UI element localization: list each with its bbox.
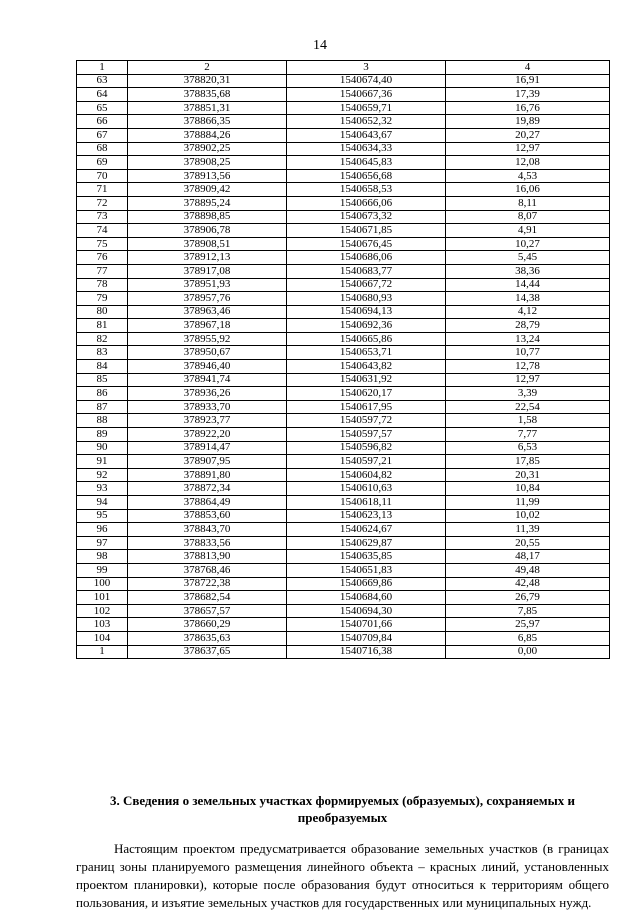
column-header: 4 bbox=[446, 61, 610, 75]
table-cell: 102 bbox=[77, 604, 128, 618]
table-cell: 83 bbox=[77, 346, 128, 360]
table-cell: 1540656,68 bbox=[287, 169, 446, 183]
table-cell: 378922,20 bbox=[128, 428, 287, 442]
table-row bbox=[77, 414, 610, 428]
table-cell: 80 bbox=[77, 305, 128, 319]
table-cell: 94 bbox=[77, 496, 128, 510]
table-cell: 16,06 bbox=[446, 183, 610, 197]
table-cell: 10,02 bbox=[446, 509, 610, 523]
table-cell: 378909,42 bbox=[128, 183, 287, 197]
table-cell: 378853,60 bbox=[128, 509, 287, 523]
table-row bbox=[77, 496, 610, 510]
table-cell: 1540667,36 bbox=[287, 88, 446, 102]
table-cell: 1540597,21 bbox=[287, 455, 446, 469]
table-cell: 13,24 bbox=[446, 332, 610, 346]
table-cell: 1540634,33 bbox=[287, 142, 446, 156]
table-row bbox=[77, 428, 610, 442]
table-cell: 378866,35 bbox=[128, 115, 287, 129]
table-cell: 96 bbox=[77, 523, 128, 537]
table-cell: 1540694,13 bbox=[287, 305, 446, 319]
column-header: 3 bbox=[287, 61, 446, 75]
table-cell: 1540665,86 bbox=[287, 332, 446, 346]
table-cell: 378635,63 bbox=[128, 631, 287, 645]
column-header: 2 bbox=[128, 61, 287, 75]
table-cell: 1540701,66 bbox=[287, 618, 446, 632]
table-cell: 378912,13 bbox=[128, 251, 287, 265]
table-cell: 16,76 bbox=[446, 101, 610, 115]
table-cell: 1540629,87 bbox=[287, 536, 446, 550]
table-row bbox=[77, 550, 610, 564]
table-cell: 12,08 bbox=[446, 156, 610, 170]
table-row bbox=[77, 360, 610, 374]
table-cell: 4,12 bbox=[446, 305, 610, 319]
table-cell: 1540709,84 bbox=[287, 631, 446, 645]
table-cell: 79 bbox=[77, 292, 128, 306]
table-cell: 12,97 bbox=[446, 142, 610, 156]
table-cell: 378891,80 bbox=[128, 468, 287, 482]
table-cell: 1540658,53 bbox=[287, 183, 446, 197]
table-cell: 85 bbox=[77, 373, 128, 387]
table-cell: 14,38 bbox=[446, 292, 610, 306]
table-cell: 48,17 bbox=[446, 550, 610, 564]
table-cell: 1540653,71 bbox=[287, 346, 446, 360]
table-row bbox=[77, 88, 610, 102]
table-cell: 12,78 bbox=[446, 360, 610, 374]
table-cell: 0,00 bbox=[446, 645, 610, 659]
table-cell: 84 bbox=[77, 360, 128, 374]
table-cell: 378908,25 bbox=[128, 156, 287, 170]
table-cell: 1540669,86 bbox=[287, 577, 446, 591]
table-cell: 1540671,85 bbox=[287, 224, 446, 238]
table-cell: 8,07 bbox=[446, 210, 610, 224]
table-cell: 1 bbox=[77, 645, 128, 659]
table-cell: 22,54 bbox=[446, 400, 610, 414]
table-cell: 378950,67 bbox=[128, 346, 287, 360]
table-cell: 378722,38 bbox=[128, 577, 287, 591]
table-cell: 4,53 bbox=[446, 169, 610, 183]
table-cell: 11,99 bbox=[446, 496, 610, 510]
table-cell: 89 bbox=[77, 428, 128, 442]
table-cell: 378657,57 bbox=[128, 604, 287, 618]
table-cell: 25,97 bbox=[446, 618, 610, 632]
table-cell: 72 bbox=[77, 196, 128, 210]
column-header: 1 bbox=[77, 61, 128, 75]
table-cell: 12,97 bbox=[446, 373, 610, 387]
table-cell: 378951,93 bbox=[128, 278, 287, 292]
table-row bbox=[77, 224, 610, 238]
table-cell: 1540604,82 bbox=[287, 468, 446, 482]
table-cell: 82 bbox=[77, 332, 128, 346]
table-cell: 378957,76 bbox=[128, 292, 287, 306]
table-cell: 17,39 bbox=[446, 88, 610, 102]
table-cell: 90 bbox=[77, 441, 128, 455]
table-cell: 378843,70 bbox=[128, 523, 287, 537]
table-cell: 63 bbox=[77, 74, 128, 88]
table-cell: 378835,68 bbox=[128, 88, 287, 102]
table-cell: 378682,54 bbox=[128, 591, 287, 605]
table-row bbox=[77, 645, 610, 659]
table-cell: 378963,46 bbox=[128, 305, 287, 319]
table-cell: 1540624,67 bbox=[287, 523, 446, 537]
table-cell: 1540643,67 bbox=[287, 128, 446, 142]
table-cell: 1540597,72 bbox=[287, 414, 446, 428]
table-cell: 1540620,17 bbox=[287, 387, 446, 401]
table-cell: 4,91 bbox=[446, 224, 610, 238]
table-cell: 378768,46 bbox=[128, 563, 287, 577]
table-cell: 378908,51 bbox=[128, 237, 287, 251]
table-cell: 378872,34 bbox=[128, 482, 287, 496]
table-cell: 99 bbox=[77, 563, 128, 577]
table-row bbox=[77, 183, 610, 197]
table-header-row bbox=[77, 61, 610, 75]
table-cell: 1540623,13 bbox=[287, 509, 446, 523]
table-cell: 10,27 bbox=[446, 237, 610, 251]
table-cell: 49,48 bbox=[446, 563, 610, 577]
table-row bbox=[77, 319, 610, 333]
table-row bbox=[77, 536, 610, 550]
table-cell: 378851,31 bbox=[128, 101, 287, 115]
table-row bbox=[77, 142, 610, 156]
coordinates-table bbox=[76, 60, 610, 659]
table-cell: 5,45 bbox=[446, 251, 610, 265]
table-cell: 6,53 bbox=[446, 441, 610, 455]
table-row bbox=[77, 468, 610, 482]
table-row bbox=[77, 591, 610, 605]
table-cell: 1540673,32 bbox=[287, 210, 446, 224]
table-cell: 378637,65 bbox=[128, 645, 287, 659]
table-cell: 1540692,36 bbox=[287, 319, 446, 333]
table-cell: 42,48 bbox=[446, 577, 610, 591]
table-row bbox=[77, 631, 610, 645]
table-cell: 6,85 bbox=[446, 631, 610, 645]
table-cell: 10,84 bbox=[446, 482, 610, 496]
table-cell: 378813,90 bbox=[128, 550, 287, 564]
table-cell: 68 bbox=[77, 142, 128, 156]
table-cell: 1540684,60 bbox=[287, 591, 446, 605]
table-cell: 1540643,82 bbox=[287, 360, 446, 374]
table-cell: 65 bbox=[77, 101, 128, 115]
body-paragraph: Настоящим проектом предусматривается образование земельных участков (в границах границ зоны планируемого размещения линейного объекта – красных линий, установленных проектом планировки), которые после образования будут относиться к территориям общего пользования, и изъятие земельных участков для государственных или муниципальных нужд. bbox=[76, 841, 609, 910]
table-cell: 1540610,63 bbox=[287, 482, 446, 496]
table-cell: 73 bbox=[77, 210, 128, 224]
table-row bbox=[77, 74, 610, 88]
table-cell: 98 bbox=[77, 550, 128, 564]
table-row bbox=[77, 210, 610, 224]
table-cell: 100 bbox=[77, 577, 128, 591]
table-cell: 101 bbox=[77, 591, 128, 605]
table-cell: 378833,56 bbox=[128, 536, 287, 550]
table-cell: 378936,26 bbox=[128, 387, 287, 401]
table-cell: 8,11 bbox=[446, 196, 610, 210]
table-cell: 1540686,06 bbox=[287, 251, 446, 265]
table-row bbox=[77, 400, 610, 414]
table-cell: 1540631,92 bbox=[287, 373, 446, 387]
table-cell: 78 bbox=[77, 278, 128, 292]
table-cell: 67 bbox=[77, 128, 128, 142]
table-cell: 1540597,57 bbox=[287, 428, 446, 442]
page-number: 14 bbox=[313, 38, 327, 53]
table-row bbox=[77, 101, 610, 115]
table-cell: 378946,40 bbox=[128, 360, 287, 374]
table-cell: 16,91 bbox=[446, 74, 610, 88]
table-cell: 97 bbox=[77, 536, 128, 550]
table-row bbox=[77, 196, 610, 210]
table-cell: 1540676,45 bbox=[287, 237, 446, 251]
table-cell: 378967,18 bbox=[128, 319, 287, 333]
table-cell: 28,79 bbox=[446, 319, 610, 333]
table-row bbox=[77, 523, 610, 537]
table-cell: 378917,08 bbox=[128, 264, 287, 278]
table-cell: 1540618,11 bbox=[287, 496, 446, 510]
table-cell: 92 bbox=[77, 468, 128, 482]
table-cell: 1540666,06 bbox=[287, 196, 446, 210]
table-cell: 378884,26 bbox=[128, 128, 287, 142]
table-cell: 1540694,30 bbox=[287, 604, 446, 618]
table-cell: 74 bbox=[77, 224, 128, 238]
table-cell: 1540635,85 bbox=[287, 550, 446, 564]
table-row bbox=[77, 115, 610, 129]
table-cell: 378907,95 bbox=[128, 455, 287, 469]
table-row bbox=[77, 156, 610, 170]
table-cell: 95 bbox=[77, 509, 128, 523]
table-cell: 38,36 bbox=[446, 264, 610, 278]
table-cell: 66 bbox=[77, 115, 128, 129]
table-cell: 76 bbox=[77, 251, 128, 265]
table-row bbox=[77, 251, 610, 265]
table-cell: 1540680,93 bbox=[287, 292, 446, 306]
table-cell: 91 bbox=[77, 455, 128, 469]
table-cell: 19,89 bbox=[446, 115, 610, 129]
table-cell: 64 bbox=[77, 88, 128, 102]
table-cell: 1540716,38 bbox=[287, 645, 446, 659]
table-cell: 378906,78 bbox=[128, 224, 287, 238]
table-cell: 88 bbox=[77, 414, 128, 428]
table-cell: 20,27 bbox=[446, 128, 610, 142]
table-row bbox=[77, 577, 610, 591]
table-cell: 378914,47 bbox=[128, 441, 287, 455]
table-cell: 77 bbox=[77, 264, 128, 278]
table-row bbox=[77, 563, 610, 577]
table-cell: 17,85 bbox=[446, 455, 610, 469]
table-row bbox=[77, 128, 610, 142]
table-cell: 1,58 bbox=[446, 414, 610, 428]
section-title: 3. Сведения о земельных участках формируемых (образуемых), сохраняемых и преобразуемых bbox=[109, 793, 576, 825]
table-cell: 69 bbox=[77, 156, 128, 170]
table-cell: 1540667,72 bbox=[287, 278, 446, 292]
table-cell: 104 bbox=[77, 631, 128, 645]
table-cell: 1540651,83 bbox=[287, 563, 446, 577]
table-cell: 1540659,71 bbox=[287, 101, 446, 115]
table-cell: 1540674,40 bbox=[287, 74, 446, 88]
table-row bbox=[77, 346, 610, 360]
table-cell: 93 bbox=[77, 482, 128, 496]
table-cell: 75 bbox=[77, 237, 128, 251]
table-row bbox=[77, 604, 610, 618]
table-cell: 378913,56 bbox=[128, 169, 287, 183]
table-cell: 11,39 bbox=[446, 523, 610, 537]
table-row bbox=[77, 482, 610, 496]
table-row bbox=[77, 455, 610, 469]
table-cell: 81 bbox=[77, 319, 128, 333]
table-row bbox=[77, 332, 610, 346]
table-cell: 1540645,83 bbox=[287, 156, 446, 170]
table-cell: 1540617,95 bbox=[287, 400, 446, 414]
table-cell: 378820,31 bbox=[128, 74, 287, 88]
table-row bbox=[77, 264, 610, 278]
table-cell: 378902,25 bbox=[128, 142, 287, 156]
table-cell: 71 bbox=[77, 183, 128, 197]
table-row bbox=[77, 618, 610, 632]
table-cell: 1540683,77 bbox=[287, 264, 446, 278]
table-cell: 86 bbox=[77, 387, 128, 401]
table-row bbox=[77, 169, 610, 183]
table-cell: 378923,77 bbox=[128, 414, 287, 428]
table-cell: 10,77 bbox=[446, 346, 610, 360]
table-cell: 87 bbox=[77, 400, 128, 414]
table-cell: 378955,92 bbox=[128, 332, 287, 346]
table-row bbox=[77, 373, 610, 387]
table-cell: 1540596,82 bbox=[287, 441, 446, 455]
table-cell: 3,39 bbox=[446, 387, 610, 401]
table-cell: 20,55 bbox=[446, 536, 610, 550]
table-cell: 26,79 bbox=[446, 591, 610, 605]
table-cell: 378660,29 bbox=[128, 618, 287, 632]
table-row bbox=[77, 278, 610, 292]
table-row bbox=[77, 237, 610, 251]
table-cell: 378898,85 bbox=[128, 210, 287, 224]
table-cell: 378933,70 bbox=[128, 400, 287, 414]
table-row bbox=[77, 509, 610, 523]
table-row bbox=[77, 387, 610, 401]
table-cell: 378895,24 bbox=[128, 196, 287, 210]
table-cell: 70 bbox=[77, 169, 128, 183]
table-cell: 20,31 bbox=[446, 468, 610, 482]
table-cell: 7,77 bbox=[446, 428, 610, 442]
table-row bbox=[77, 441, 610, 455]
table-row bbox=[77, 292, 610, 306]
table-cell: 103 bbox=[77, 618, 128, 632]
table-cell: 378864,49 bbox=[128, 496, 287, 510]
table-body bbox=[77, 74, 610, 659]
table-cell: 7,85 bbox=[446, 604, 610, 618]
table-cell: 1540652,32 bbox=[287, 115, 446, 129]
table-cell: 378941,74 bbox=[128, 373, 287, 387]
table-row bbox=[77, 305, 610, 319]
table-cell: 14,44 bbox=[446, 278, 610, 292]
